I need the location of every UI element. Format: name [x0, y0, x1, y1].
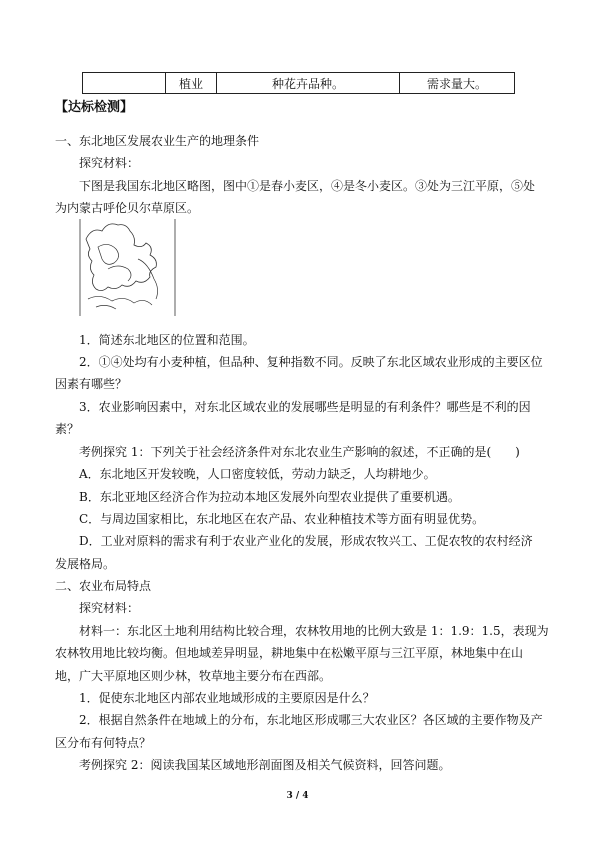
section-title: 二、农业布局特点 [55, 579, 152, 593]
question-line: 3．农业影响因素中，对东北区域农业的发展哪些是明显的有利条件？哪些是不利的因 [79, 400, 531, 414]
table-cell: 需求量大。 [400, 73, 515, 94]
question-line: 1．简述东北地区的位置和范围。 [79, 333, 255, 347]
question-line: 素？ [55, 422, 80, 436]
paragraph-line: 下图是我国东北地区略图，图中①是春小麦区，④是冬小麦区。③处为三江平原，⑤处 [79, 179, 536, 193]
table-cell: 种花卉品种。 [217, 73, 400, 94]
option-b: B．东北亚地区经济合作为拉动本地区发展外向型农业提供了重要机遇。 [79, 490, 460, 504]
question-line: 1．促使东北地区内部农业地域形成的主要原因是什么？ [79, 691, 375, 705]
table-cell [83, 73, 166, 94]
option-a: A．东北地区开发较晚，人口密度较低，劳动力缺乏，人均耕地少。 [79, 467, 436, 481]
paragraph-line: 材料一：东北区土地利用结构比较合理，农林牧用地的比例大致是 1：1.9：1.5，表现为 [79, 624, 549, 638]
page-number: 3 / 4 [286, 791, 309, 801]
previous-table [82, 72, 515, 94]
question-line: 区分布有何特点？ [55, 736, 152, 750]
northeast-china-map [78, 219, 178, 316]
option-c: C．与周边国家相比，东北地区在农产品、农业种植技术等方面有明显优势。 [79, 512, 485, 526]
table-row [83, 73, 515, 94]
section-title: 一、东北地区发展农业生产的地理条件 [55, 134, 260, 148]
section-heading: 【达标检测】 [55, 100, 134, 115]
question-line: 因素有哪些？ [55, 377, 128, 391]
paragraph-line: 探究材料： [79, 601, 140, 615]
table-cell: 植业 [166, 73, 217, 94]
paragraph-line: 地，广大平原地区则少林，牧草地主要分布在西部。 [55, 669, 332, 683]
example-question: 考例探究 1：下列关于社会经济条件对东北农业生产影响的叙述，不正确的是( ) [79, 445, 520, 459]
paragraph-line: 农林牧用地比较均衡。但地域差异明显，耕地集中在松嫩平原与三江平原，林地集中在山 [55, 646, 524, 660]
paragraph-line: 探究材料： [79, 156, 140, 170]
option-d: D．工业对原料的需求有利于农业产业化的发展，形成农牧兴工、工促农牧的农村经济 [79, 534, 533, 548]
question-line: 2．根据自然条件在地域上的分布，东北地区形成哪三大农业区？各区域的主要作物及产 [79, 713, 543, 727]
option-d-continued: 发展格局。 [55, 557, 116, 571]
example-question: 考例探究 2：阅读我国某区域地形剖面图及相关气候资料，回答问题。 [79, 758, 451, 772]
question-line: 2．①④处均有小麦种植，但品种、复种指数不同。反映了东北区域农业形成的主要区位 [79, 355, 543, 369]
paragraph-line: 为内蒙古呼伦贝尔草原区。 [55, 201, 200, 215]
